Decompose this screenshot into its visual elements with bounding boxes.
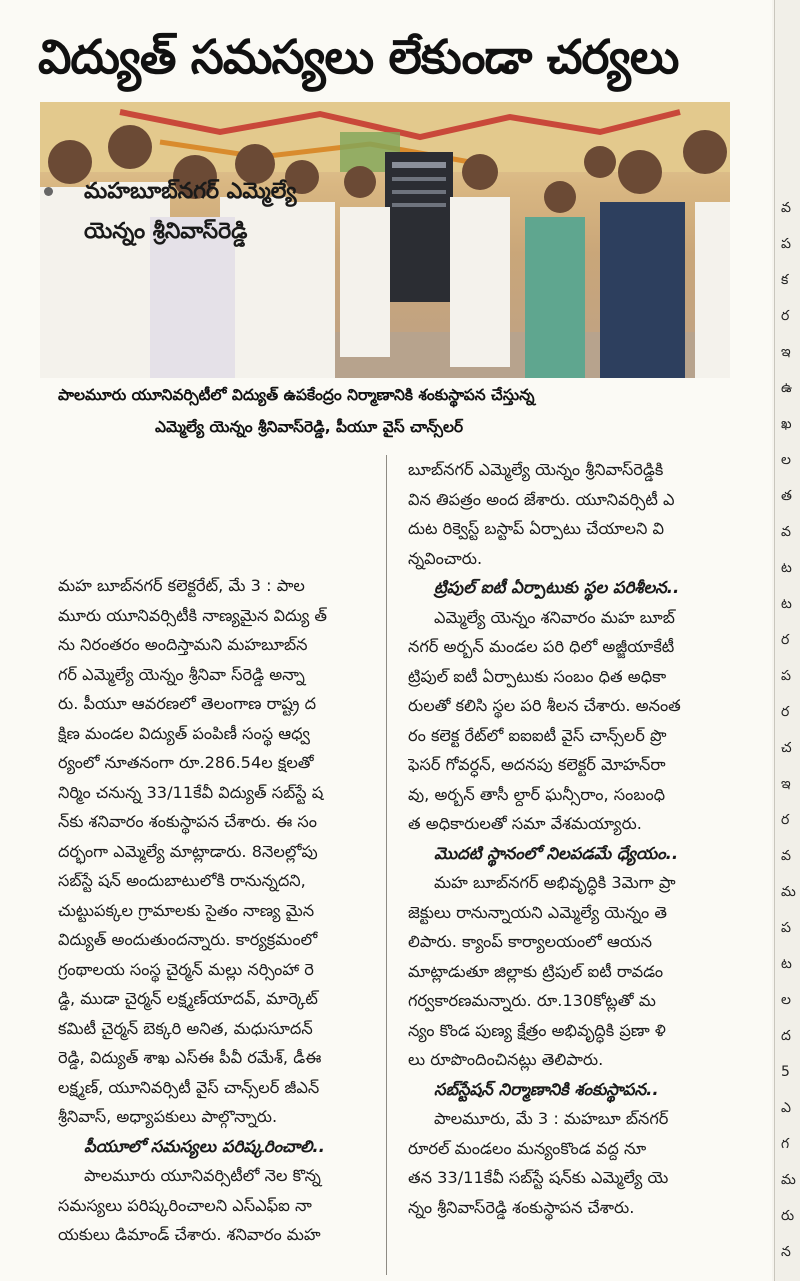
body-line: మహ బూబ్‌నగర్ అభివృద్ధికి 3మెగా ప్రా (434, 873, 676, 892)
body-line: కమిటీ చైర్మన్ బెక్కరి అనిత, మధుసూదన్ (58, 1018, 313, 1038)
body-line: రెడ్డి, విద్యుత్ శాఖ ఎస్‌ఈ పీవీ రమేశ్, డీఈ (58, 1048, 322, 1067)
adjacent-article-edge (774, 0, 800, 1281)
strip-char: ప (781, 668, 791, 684)
photo-caption-line-1: పాలమూరు యూనివర్సిటీలో విద్యుత్ ఉపకేంద్రం నిర్మాణానికి శంకుస్థాపన చేస్తున్న (58, 386, 535, 404)
body-line: రు. పీయూ ఆవరణలో తెలంగాణ రాష్ట్ర ద (58, 694, 317, 713)
strip-char: మ (781, 1172, 796, 1188)
body-line: ర్యంలో నూతనంగా రూ.286.54ల క్షలతో (58, 753, 314, 772)
strip-char: ల (781, 992, 791, 1008)
body-line: క్షిణ మండల విద్యుత్ పంపిణీ సంస్థ ఆధ్వ (58, 723, 310, 743)
right-column (408, 455, 750, 1222)
body-line: సమస్యలు పరిష్కరించాలని ఎస్‌ఎఫ్‌ఐ నా (58, 1195, 312, 1215)
strip-char: ఉ (781, 380, 793, 396)
strip-char: ట (781, 956, 792, 972)
strip-char: ట (781, 596, 792, 612)
strip-char: వ (781, 200, 791, 216)
body-line: బూబ్‌నగర్ ఎమ్మెల్యే యెన్నం శ్రీనివాస్‌రెడ్డికి (408, 460, 664, 479)
body-line: నగర్ అర్బన్ మండల పరి ధిలో అజ్జీయాకేటీ (408, 637, 675, 656)
strip-char: ఇ (781, 776, 791, 792)
body-line: లిపారు. క్యాంప్ కార్యాలయంలో ఆయన (408, 932, 653, 951)
body-line: న్నం శ్రీనివాస్‌రెడ్డి శంకుస్థాపన చేశారు. (408, 1197, 635, 1217)
body-line: జెక్టులు రానున్నాయని ఎమ్మెల్యే యెన్నం తె (408, 902, 667, 922)
body-line: విద్యుత్ అందుతుందన్నారు. కార్యక్రమంలో (58, 930, 318, 949)
body-line: ను నిరంతరం అందిస్తామని మహబూబ్‌న (58, 635, 308, 654)
strip-char: 5 (781, 1064, 790, 1080)
body-line: మాట్లాడుతూ జిల్లాకు ట్రిపుల్ ఐటీ రావడం (408, 961, 664, 981)
body-line: తన 33/11కేవీ సబ్‌స్టే షన్‌కు ఎమ్మెల్యే యె (408, 1168, 669, 1187)
body-line: రూరల్ మండలం మన్యంకొండ వద్ద నూ (408, 1138, 647, 1158)
strip-char: ర (781, 812, 790, 828)
strip-char: క (781, 272, 789, 288)
sub-heading: మొదటి స్థానంలో నిలపడమే ధ్యేయం.. (434, 843, 679, 863)
body-line: ఎమ్మెల్యే యెన్నం శనివారం మహ బూబ్ (434, 607, 675, 627)
strip-char: రు (781, 1208, 795, 1224)
strip-char: న (781, 1244, 791, 1260)
body-line: డ్డి, ముడా చైర్మన్ లక్ష్మణ్‌యాదవ్, మార్కెట్ (58, 989, 318, 1008)
body-line: శ్రీనివాస్, అధ్యాపకులు పాల్గొన్నారు. (58, 1107, 278, 1126)
photo-caption-line-2: ఎమ్మెల్యే యెన్నం శ్రీనివాస్‌రెడ్డి, పీయూ వైస్ చాన్స్‌లర్ (155, 418, 464, 436)
left-column (58, 571, 376, 1250)
strip-char: వ (781, 848, 791, 864)
intro-line: మహబూబ్‌నగర్ ఎమ్మెల్యే (84, 179, 297, 204)
sub-heading: సబ్‌స్టేషన్ నిర్మాణానికి శంకుస్థాపన.. (434, 1079, 659, 1099)
body-line: పాలమూరు యూనివర్సిటీలో నెల కొన్న (84, 1166, 321, 1185)
strip-char: ఎ (781, 1100, 791, 1116)
strip-char: చ (781, 740, 792, 756)
intro-line: యెన్నం శ్రీనివాస్‌రెడ్డి (84, 219, 248, 244)
body-line: దర్భంగా ఎమ్మెల్యే మాట్లాడారు. 8నెలల్లోపు (58, 841, 318, 861)
body-line: రం కలెక్ట రేట్‌లో ఐఐఐటీ వైస్ చాన్స్‌లర్ ప్రొ (408, 725, 667, 745)
column-divider (386, 455, 387, 1275)
body-line: త అధికారులతో సమా వేశమయ్యారు. (408, 814, 642, 833)
strip-char: ర (781, 704, 790, 720)
strip-char: వ (781, 524, 791, 540)
body-line: చుట్టుపక్కల గ్రామాలకు సైతం నాణ్య మైన (58, 900, 315, 920)
body-line: లు రూపొందించినట్లు తెలిపారు. (408, 1050, 604, 1069)
strip-char: ఖ (781, 416, 792, 432)
body-line: ట్రిపుల్ ఐటీ ఏర్పాటుకు సంబం ధిత అధికా (408, 666, 667, 686)
body-line: న్నవించారు. (408, 548, 483, 568)
strip-char: ట (781, 560, 792, 576)
bullet-dot (44, 187, 53, 196)
strip-char: త (781, 488, 792, 504)
strip-char: ల (781, 452, 791, 468)
intro-heading (84, 172, 296, 252)
strip-char: ప (781, 236, 791, 252)
body-line: నిర్మిం చనున్న 33/11కేవీ విద్యుత్ సబ్‌స్టే ష (58, 782, 324, 802)
sub-heading: పీయూలో సమస్యలు పరిష్కరించాలి.. (84, 1136, 325, 1156)
strip-char: గ (781, 1136, 790, 1152)
body-line: రులతో కలిసి స్థల పరి శీలన చేశారు. అనంత (408, 696, 681, 715)
body-line: న్యం కొండ పుణ్య క్షేత్రం అభివృద్ధికి ప్రణా ళి (408, 1020, 666, 1040)
strip-char: మ (781, 884, 796, 900)
body-line: గర్వకారణమన్నారు. రూ.130కోట్లతో మ (408, 991, 656, 1010)
headline: విద్యుత్ సమస్యలు లేకుండా చర్యలు (38, 30, 679, 85)
body-line: యకులు డిమాండ్ చేశారు. శనివారం మహ (58, 1225, 321, 1244)
body-line: సబ్‌స్టే షన్ అందుబాటులోకి రానున్నదని, (58, 871, 306, 890)
strip-char: ఇ (781, 344, 791, 360)
body-line: మూరు యూనివర్సిటీకి నాణ్యమైన విద్యు త్ (58, 605, 327, 625)
body-line: గ్రంథాలయ సంస్థ చైర్మన్ మల్లు నర్సింహా రె (58, 959, 314, 979)
body-line: వు, అర్బన్ తాసీ ల్దార్ ఘన్సీరాం, సంబంధి (408, 784, 666, 804)
body-line: లక్ష్మణ్, యూనివర్సిటీ వైస్ చాన్స్‌లర్ జీఎన్ (58, 1077, 320, 1097)
strip-char: ర (781, 632, 790, 648)
strip-char: ర (781, 308, 790, 324)
body-line: మహ బూబ్‌నగర్ కలెక్టరేట్, మే 3 : పాల (58, 576, 305, 595)
body-line: పాలమూరు, మే 3 : మహబూ బ్‌నగర్ (434, 1109, 669, 1128)
strip-char: ద (781, 1028, 791, 1044)
sub-heading: ట్రిపుల్ ఐటీ ఏర్పాటుకు స్థల పరిశీలన.. (434, 578, 680, 597)
body-line: ఫెసర్ గోవర్ధన్, అదనపు కలెక్టర్ మోహన్‌రా (408, 755, 666, 774)
strip-char: ప (781, 920, 791, 936)
body-line: దుట రిక్వెస్ట్ బస్టాప్ ఏర్పాటు చేయాలని వి (408, 519, 664, 538)
body-line: విన తిపత్రం అంద జేశారు. యూనివర్సిటీ ఎ (408, 489, 675, 509)
body-line: గర్ ఎమ్మెల్యే యెన్నం శ్రీనివా స్‌రెడ్డి అన్నా (58, 664, 305, 684)
body-line: న్‌కు శనివారం శంకుస్థాపన చేశారు. ఈ సం (58, 812, 317, 831)
